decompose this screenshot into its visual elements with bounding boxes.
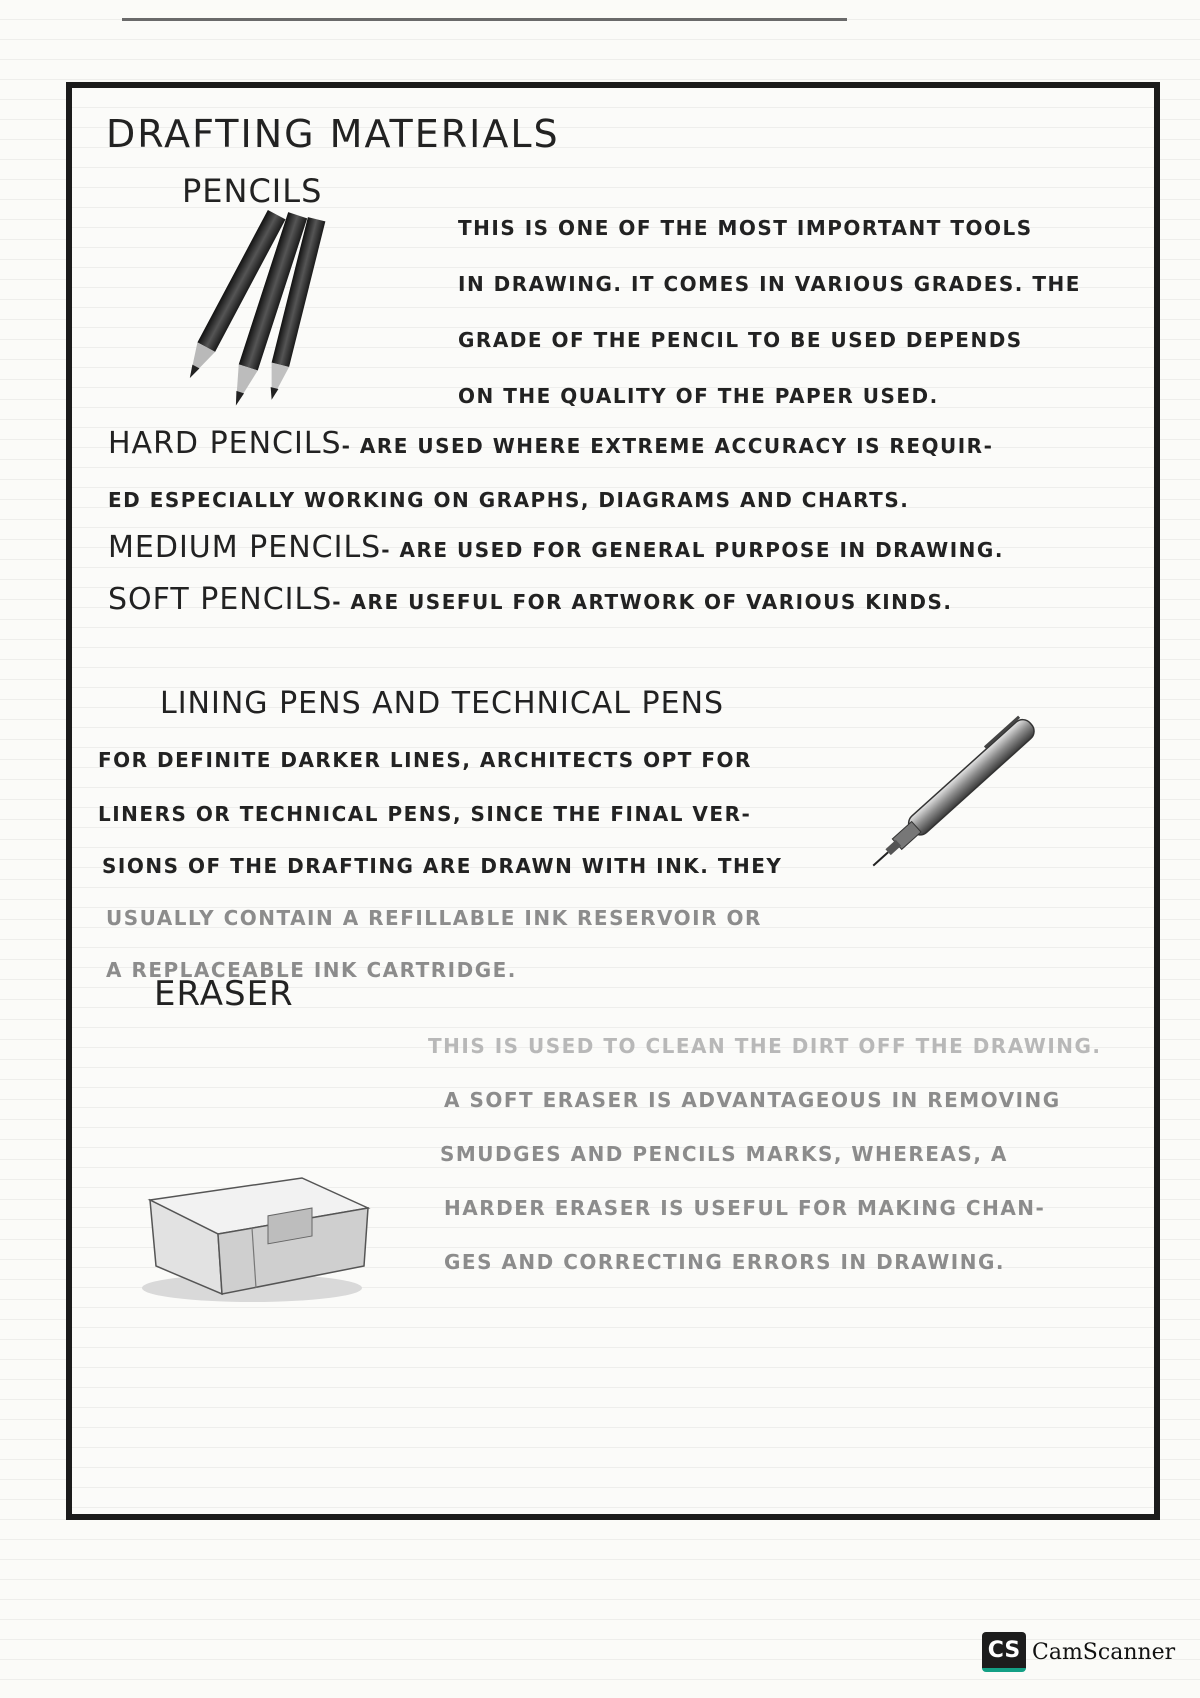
eraser-heading: ERASER	[154, 974, 294, 1014]
eraser-line-5: GES AND CORRECTING ERRORS IN DRAWING.	[444, 1250, 1005, 1274]
hard-pencils-text: - ARE USED WHERE EXTREME ACCURACY IS REQUIR-	[341, 434, 994, 458]
hard-pencils-term: HARD PENCILS	[108, 426, 342, 461]
pens-line-3: SIONS OF THE DRAFTING ARE DRAWN WITH INK. THEY	[102, 854, 783, 878]
eraser-illustration	[142, 1148, 382, 1308]
pencils-illustration	[158, 208, 358, 428]
eraser-line-4: HARDER ERASER IS USEFUL FOR MAKING CHAN-	[444, 1196, 1046, 1220]
pens-line-5: A REPLACEABLE INK CARTRIDGE.	[106, 958, 517, 982]
soft-pencils-term: SOFT PENCILS	[108, 582, 333, 617]
top-rule	[122, 18, 847, 21]
page-title: DRAFTING MATERIALS	[106, 112, 560, 156]
eraser-line-3: SMUDGES AND PENCILS MARKS, WHEREAS, A	[440, 1142, 1008, 1166]
pencils-heading: PENCILS	[182, 172, 323, 210]
pencils-intro-line-1: THIS IS ONE OF THE MOST IMPORTANT TOOLS	[458, 216, 1033, 240]
medium-pencils-term: MEDIUM PENCILS	[108, 530, 382, 565]
technical-pen-illustration	[852, 678, 1092, 878]
content-frame	[66, 82, 1160, 1520]
pencils-intro-line-3: GRADE OF THE PENCIL TO BE USED DEPENDS	[458, 328, 1023, 352]
camscanner-name: CamScanner	[1032, 1639, 1176, 1665]
soft-pencils-definition	[108, 582, 953, 617]
eraser-line-2: A SOFT ERASER IS ADVANTAGEOUS IN REMOVING	[444, 1088, 1061, 1112]
hard-pencils-text-continued: ED ESPECIALLY WORKING ON GRAPHS, DIAGRAMS AND CHARTS.	[108, 488, 910, 512]
camscanner-watermark	[982, 1632, 1175, 1672]
pens-heading: LINING PENS AND TECHNICAL PENS	[160, 686, 725, 721]
pens-line-1: FOR DEFINITE DARKER LINES, ARCHITECTS OPT FOR	[98, 748, 752, 772]
camscanner-badge: CS	[982, 1632, 1026, 1672]
soft-pencils-text: - ARE USEFUL FOR ARTWORK OF VARIOUS KINDS.	[332, 590, 953, 614]
pens-line-4: USUALLY CONTAIN A REFILLABLE INK RESERVOIR OR	[106, 906, 762, 930]
medium-pencils-text: - ARE USED FOR GENERAL PURPOSE IN DRAWING.	[381, 538, 1004, 562]
hard-pencils-definition	[108, 426, 993, 461]
medium-pencils-definition	[108, 530, 1004, 565]
eraser-line-1: THIS IS USED TO CLEAN THE DIRT OFF THE DRAWING.	[428, 1034, 1102, 1058]
pens-line-2: LINERS OR TECHNICAL PENS, SINCE THE FINAL VER-	[98, 802, 752, 826]
pencils-intro-line-4: ON THE QUALITY OF THE PAPER USED.	[458, 384, 939, 408]
pencils-intro-line-2: IN DRAWING. IT COMES IN VARIOUS GRADES. THE	[458, 272, 1081, 296]
